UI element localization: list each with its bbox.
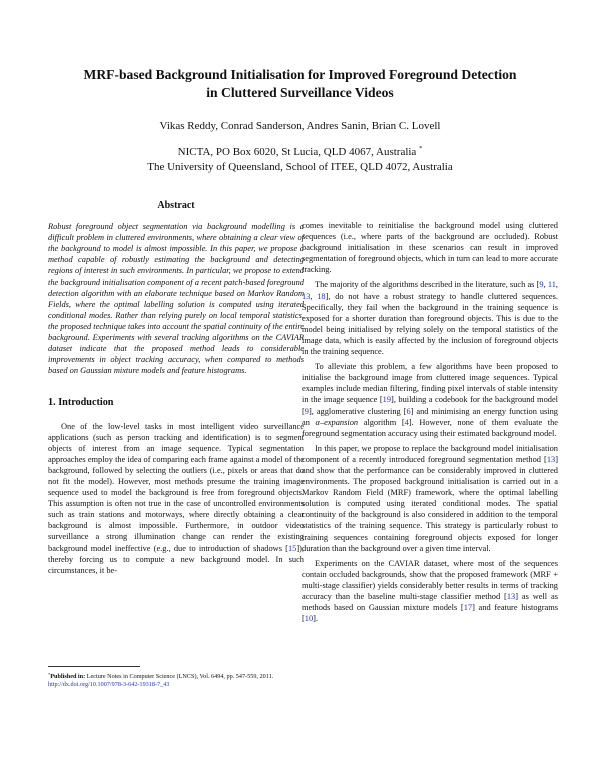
citation-link[interactable]: 4 [404, 417, 409, 427]
paper-title [40, 66, 560, 102]
citation-link[interactable]: 11 [547, 280, 556, 290]
footnote-marker[interactable]: * [419, 145, 423, 152]
citation-link[interactable]: 15 [287, 543, 297, 553]
citation-link[interactable]: 13 [546, 454, 556, 464]
citation-link[interactable]: 9 [304, 406, 309, 416]
left-column [48, 200, 304, 580]
doi-link[interactable]: http://dx.doi.org/10.1007/978-3-642-19318-7_43 [48, 681, 170, 689]
right-column [302, 220, 558, 628]
title-line-2: in Cluttered Surveillance Videos [206, 85, 394, 100]
title-line-1: MRF-based Background Initialisation for Improved Foreground Detection [83, 67, 517, 82]
intro-paragraph-5: Experiments on the CAVIAR dataset, where most of the sequences contain occluded backgrounds, show that the proposed framework (MRF + multi-stage classifier) yields considerably better results in terms of tracking accuracy than the baseline multi-stage classifier method [13] as well as methods based on Gaussian mixture models [17] and feature histograms [10]. [302, 558, 558, 624]
citation-link[interactable]: 9 [539, 280, 544, 290]
citation-link[interactable]: 19 [382, 395, 392, 405]
intro-paragraph-3: To alleviate this problem, a few algorithms have been proposed to initialise the background image from cluttered image sequences. Typical examples include median filtering, finding pixel intervals of stable intensity in the image sequence [19], building a codebook for the background model [9], agglomerative clustering [6] and minimising an energy function using an α–expansion algorithm [4]. However, none of them evaluate the foreground segmentation accuracy using their estimated background model. [302, 362, 559, 438]
citation-link[interactable]: 13 [302, 291, 311, 301]
footnote-divider [48, 666, 140, 667]
abstract-heading: Abstract [157, 200, 195, 211]
citation-link[interactable]: 10 [304, 614, 314, 624]
citation-link[interactable]: 6 [406, 406, 411, 416]
citation-link[interactable]: 18 [317, 291, 326, 301]
intro-paragraph-1: One of the low-level tasks in most intelligent video surveillance applications (such as person tracking and identification) is to segment objects of interest from an image sequence. Typical segmentation approaches employ the idea of comparing each frame against a model of the background, followed by selecting the outliers (i.e., pixels or areas that do not fit the model). However, most methods presume the training image sequence used to model the background is free from foreground objects. This assumption is often not true in the case of uncontrolled environments such as train stations and motorways, where directly obtaining a clear background is almost impossible. Furthermore, in outdoor video surveillance a strong illumination change can render the existing background model ineffective (e.g., due to introduction of shadows [15]), thereby forcing us to compute a new background model. In such circumstances, it be- [48, 421, 304, 575]
affiliation-line-1: NICTA, PO Box 6020, St Lucia, QLD 4067, Australia * [177, 145, 423, 158]
citation-link[interactable]: 17 [463, 603, 473, 613]
citation-link[interactable]: 13 [506, 592, 516, 601]
author-list: Vikas Reddy, Conrad Sanderson, Andres Sanin, Brian C. Lovell [159, 120, 441, 132]
intro-paragraph-2: The majority of the algorithms described in the literature, such as [9, 11, 13, 18], do not have a robust strategy to handle cluttered sequences. Specifically, they fail when the background in the training sequence is exposed for a shorter duration than foreground objects. This is due to the model being initialised by relying solely on the temporal statistics of the image data, which is easily affected by the inclusion of foreground objects in the training sequence. [302, 280, 558, 357]
affiliation-line-2: The University of Queensland, School of ITEE, QLD 4072, Australia [147, 161, 453, 173]
intro-paragraph-continued: comes inevitable to reinitialise the background model using cluttered sequences (i.e., where parts of the background are occluded). Robust background initialisation in these scenarios can result in improved segmentation of foreground objects, which in turn can lead to more accurate tracking. [302, 221, 558, 275]
affiliation [40, 145, 560, 175]
section-heading-introduction: 1. Introduction [48, 397, 114, 409]
abstract-text: Robust foreground object segmentation via background modelling is a difficult problem in cluttered environments, where obtaining a clear view of the background to model is almost impossible. In this paper, we propose a method capable of robustly estimating the background and detecting regions of interest in such environments. In particular, we propose to extend the background initialisation component of a recent patch-based foreground detection algorithm with an elaborate technique based on Markov Random Fields, where the optimal labelling solution is computed using iterated conditional modes. Rather than relying purely on local temporal statistics, the proposed technique takes into account the spatial continuity of the entire background. Experiments with several tracking algorithms on the CAVIAR dataset indicate that the proposed method leads to considerable improvements in object tracking accuracy, when compared to methods based on Gaussian mixture models and feature histograms. [48, 222, 304, 376]
publication-footnote: *Published in: Lecture Notes in Computer Science (LNCS), Vol. 6494, pp. 547-559, 2011. http://dx.doi.org/10.1007/978-3-642-19318-7_43 [48, 672, 274, 689]
alpha-expansion-term: α–expansion [315, 417, 359, 427]
intro-paragraph-4: In this paper, we propose to replace the background model initialisation component of a recently introduced foreground segmentation method [13] and show that the performance can be considerably improved in cluttered environments. The proposed background initialisation is carried out in a Markov Random Field (MRF) framework, where the optimal labelling solution is computed using iterated conditional modes. The spatial continuity of the background is also considered in addition to the temporal statistics of the training sequence. This strategy is particularly robust to training sequences containing foreground objects exposed for longer duration than the background over a given time interval. [302, 443, 558, 553]
footnote-label: Published in: [50, 673, 86, 680]
